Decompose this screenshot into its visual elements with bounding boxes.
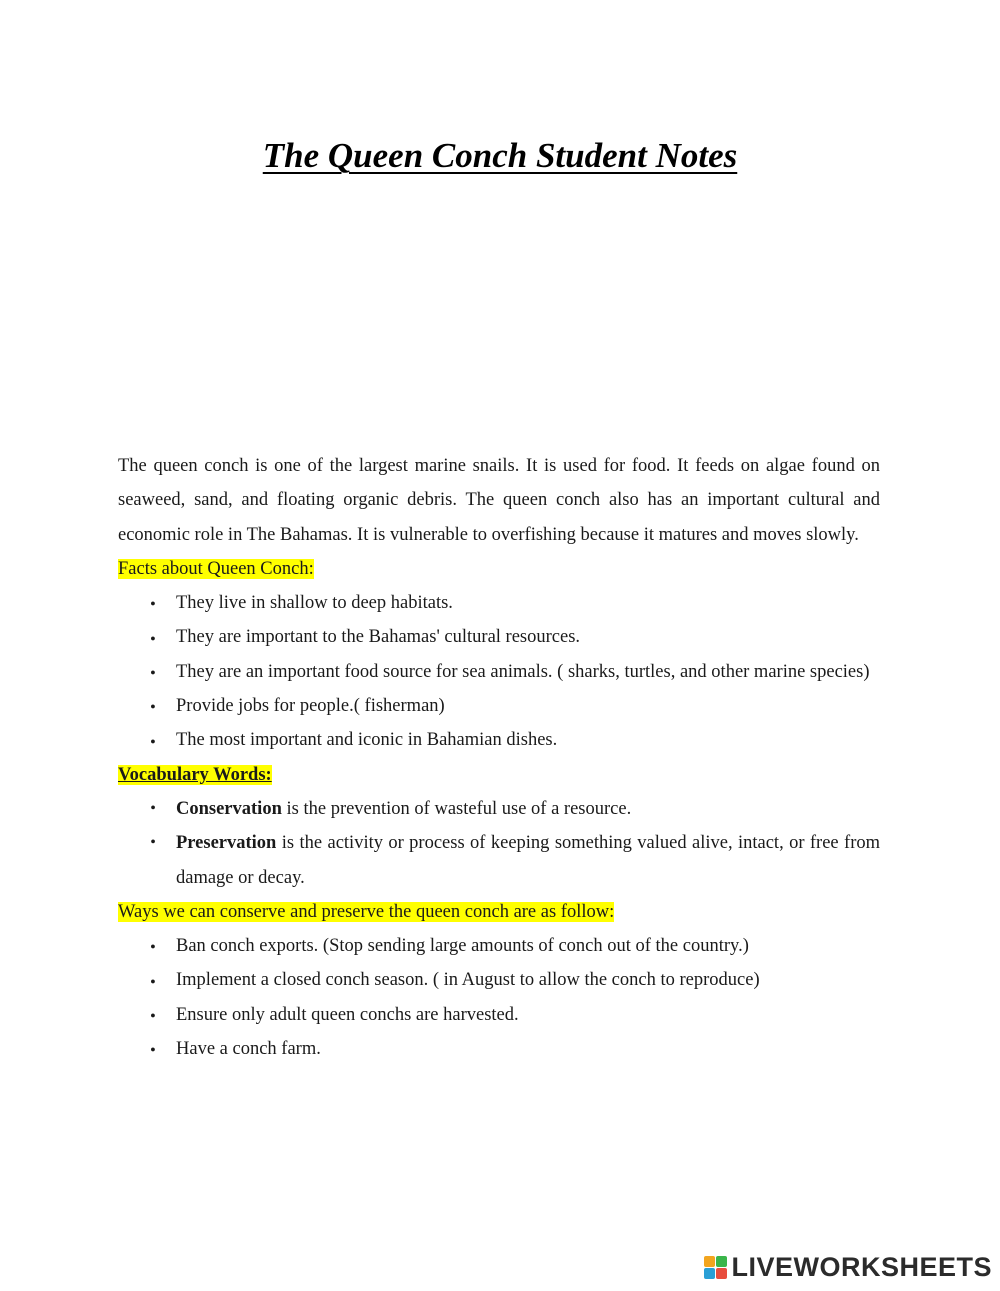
list-item: ● They are important to the Bahamas' cultural resources. <box>118 620 880 654</box>
vocabulary-list <box>118 792 880 895</box>
vocabulary-term: Conservation <box>176 798 282 819</box>
bullet-icon <box>146 929 160 963</box>
facts-list <box>118 586 880 757</box>
bullet-icon <box>146 963 160 997</box>
list-item: ● They live in shallow to deep habitats. <box>118 586 880 620</box>
intro-paragraph: The queen conch is one of the largest marine snails. It is used for food. It feeds on algae found on seaweed, sand, and floating organic debris. The queen conch also has an important cultural and economic role in The Bahamas. It is vulnerable to overfishing because it matures and moves slowly. <box>118 456 880 545</box>
facts-heading-text: Facts about Queen Conch: <box>118 558 314 579</box>
logo-text: LIVEWORKSHEETS <box>731 1252 992 1282</box>
bullet-icon <box>146 655 160 689</box>
logo-icon <box>704 1256 727 1279</box>
list-item: ● Ban conch exports. (Stop sending large amounts of conch out of the country.) <box>118 929 880 963</box>
bullet-icon <box>146 723 160 757</box>
bullet-icon <box>146 689 160 723</box>
vocabulary-definition: is the activity or process of keeping something valued alive, intact, or free from damage or decay. <box>176 833 880 888</box>
ways-heading-text: Ways we can conserve and preserve the queen conch are as follow: <box>118 901 615 922</box>
page-title: The Queen Conch Student Notes <box>262 136 738 175</box>
vocabulary-definition: is the prevention of wasteful use of a resource. <box>281 798 632 819</box>
bullet-icon <box>146 1032 160 1066</box>
bullet-icon <box>146 792 160 826</box>
facts-heading <box>118 552 880 586</box>
list-item: ● They are an important food source for sea animals. ( sharks, turtles, and other marine species) <box>118 655 880 689</box>
vocabulary-item <box>118 826 880 895</box>
list-item: ● The most important and iconic in Bahamian dishes. <box>118 723 880 757</box>
list-item: ● Implement a closed conch season. ( in August to allow the conch to reproduce) <box>118 963 880 997</box>
notes-body <box>118 449 880 1066</box>
vocabulary-item <box>118 792 880 826</box>
liveworksheets-logo <box>704 1254 992 1281</box>
vocabulary-term: Preservation <box>176 833 277 854</box>
list-item: ● Ensure only adult queen conchs are harvested. <box>118 998 880 1032</box>
bullet-icon <box>146 998 160 1032</box>
list-item: ● Provide jobs for people.( fisherman) <box>118 689 880 723</box>
ways-list <box>118 929 880 1066</box>
ways-heading <box>118 895 880 929</box>
list-item: ● Have a conch farm. <box>118 1032 880 1066</box>
vocabulary-heading-text: Vocabulary Words: <box>118 764 272 785</box>
vocabulary-heading <box>118 758 880 792</box>
bullet-icon <box>146 586 160 620</box>
bullet-icon <box>146 620 160 654</box>
bullet-icon <box>146 826 160 860</box>
